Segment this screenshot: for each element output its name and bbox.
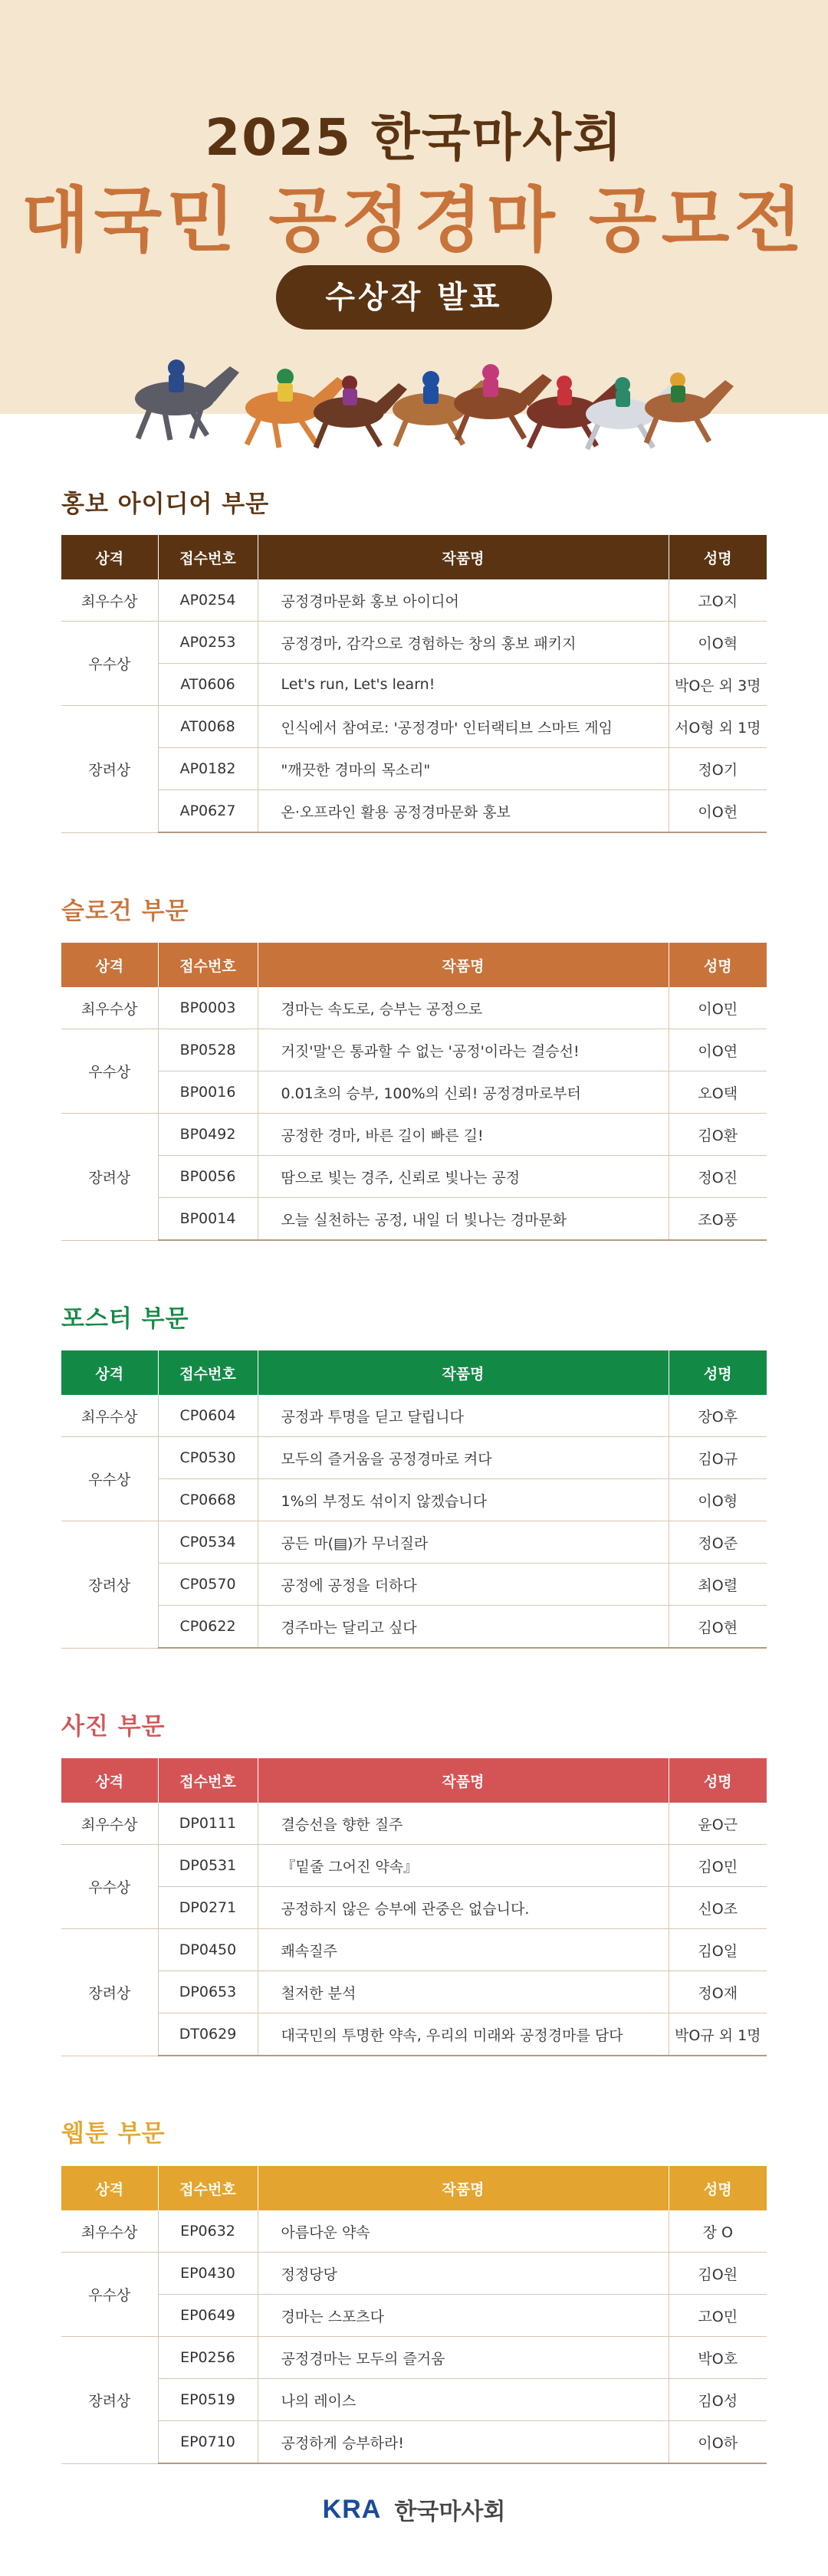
entry-number: EP0430 bbox=[158, 2253, 258, 2295]
entry-title: 공정경마는 모두의 즐거움 bbox=[258, 2337, 669, 2379]
table-row bbox=[61, 1606, 767, 1649]
table-row bbox=[61, 579, 767, 622]
col-rank-header: 상격 bbox=[95, 1773, 124, 1790]
entry-title: 『밑줄 그어진 약속』 bbox=[258, 1845, 669, 1887]
table-row bbox=[61, 622, 767, 664]
logo-mark-k: K bbox=[322, 2494, 343, 2524]
entry-title: 공정에 공정을 더하다 bbox=[258, 1564, 669, 1606]
table-header bbox=[61, 535, 767, 579]
awards-table-photo bbox=[61, 1758, 767, 2056]
entry-title: 공정하지 않은 승부에 관중은 없습니다. bbox=[258, 1887, 669, 1929]
announcement-badge: 수상작 발표 bbox=[276, 265, 552, 330]
entry-title: 정정당당 bbox=[258, 2253, 669, 2295]
logo-mark-ra: RA bbox=[342, 2494, 382, 2524]
table-row bbox=[61, 1156, 767, 1198]
col-title-header: 작품명 bbox=[258, 1350, 669, 1395]
awards-table-webtoon bbox=[61, 2166, 767, 2464]
entrant-name: 조O풍 bbox=[669, 1198, 767, 1241]
entry-title: 경주마는 달리고 싶다 bbox=[258, 1606, 669, 1649]
entrant-name: 박O규 외 1명 bbox=[669, 2013, 767, 2056]
entry-title: 오늘 실천하는 공정, 내일 더 빛나는 경마문화 bbox=[258, 1198, 669, 1241]
entry-title: 공정경마문화 홍보 아이디어 bbox=[258, 579, 669, 622]
section-title-photo: 사진 부문 bbox=[61, 1713, 166, 1741]
entry-title: 아름다운 약속 bbox=[258, 2210, 669, 2253]
col-rank-header: 상격 bbox=[95, 957, 124, 975]
entry-number: CP0570 bbox=[158, 1564, 258, 1606]
col-rank-header: 상격 bbox=[95, 2181, 124, 2198]
table-row bbox=[61, 1803, 767, 1845]
horse-race-illustration bbox=[0, 337, 828, 468]
table-row bbox=[61, 2337, 767, 2379]
table-header bbox=[61, 1758, 767, 1803]
entrant-name: 김O일 bbox=[669, 1929, 767, 1971]
awards-table-slogan bbox=[61, 943, 767, 1241]
col-title-header: 작품명 bbox=[258, 943, 669, 987]
awards-table-poster bbox=[61, 1350, 767, 1649]
table-row bbox=[61, 1071, 767, 1114]
entrant-name: 정O재 bbox=[669, 1971, 767, 2013]
rank-cell: 장려상 bbox=[61, 706, 158, 833]
entrant-name: 이O민 bbox=[669, 987, 767, 1029]
col-name-header: 성명 bbox=[669, 1350, 767, 1395]
rank-cell: 장려상 bbox=[61, 1521, 158, 1649]
rank-cell: 장려상 bbox=[61, 1114, 158, 1241]
table-row bbox=[61, 2253, 767, 2295]
rank-cell: 장려상 bbox=[61, 2337, 158, 2464]
col-number-header: 접수번호 bbox=[158, 1758, 258, 1803]
section-title-poster: 포스터 부문 bbox=[61, 1305, 189, 1333]
table-row bbox=[61, 1564, 767, 1606]
entry-number: AT0606 bbox=[158, 664, 258, 706]
entry-number: AP0182 bbox=[158, 748, 258, 790]
col-title-header: 작품명 bbox=[258, 2166, 669, 2210]
table-row bbox=[61, 1395, 767, 1437]
entrant-name: 정O진 bbox=[669, 1156, 767, 1198]
contest-title: 대국민 공정경마 공모전 bbox=[21, 179, 807, 261]
table-row bbox=[61, 790, 767, 833]
table-row bbox=[61, 2295, 767, 2337]
entrant-name: 이O하 bbox=[669, 2421, 767, 2464]
col-number-header: 접수번호 bbox=[158, 943, 258, 987]
table-header bbox=[61, 943, 767, 987]
entry-number: BP0014 bbox=[158, 1198, 258, 1241]
horse-icon bbox=[645, 372, 734, 443]
entry-number: DP0653 bbox=[158, 1971, 258, 2013]
rank-cell: 최우수상 bbox=[61, 2210, 158, 2253]
table-row bbox=[61, 1929, 767, 1971]
entrant-name: 최O렬 bbox=[669, 1564, 767, 1606]
entry-number: DT0629 bbox=[158, 2013, 258, 2056]
entrant-name: 신O조 bbox=[669, 1887, 767, 1929]
col-name-header: 성명 bbox=[669, 1758, 767, 1803]
entry-number: AT0068 bbox=[158, 706, 258, 748]
entry-title: Let's run, Let's learn! bbox=[258, 664, 669, 706]
rank-cell: 장려상 bbox=[61, 1929, 158, 2056]
entry-title: 0.01초의 승부, 100%의 신뢰! 공정경마로부터 bbox=[258, 1071, 669, 1114]
kra-logo-mark bbox=[323, 2495, 382, 2525]
table-row bbox=[61, 1479, 767, 1521]
col-rank-header: 상격 bbox=[95, 1365, 124, 1383]
table-header bbox=[61, 2166, 767, 2210]
entrant-name: 김O환 bbox=[669, 1114, 767, 1156]
table-header bbox=[61, 1350, 767, 1395]
col-title-header: 작품명 bbox=[258, 535, 669, 579]
col-number-header: 접수번호 bbox=[158, 1350, 258, 1395]
entry-number: BP0492 bbox=[158, 1114, 258, 1156]
entry-title: 공정하게 승부하라! bbox=[258, 2421, 669, 2464]
table-row bbox=[61, 1114, 767, 1156]
entrant-name: 정O준 bbox=[669, 1521, 767, 1564]
entry-number: EP0256 bbox=[158, 2337, 258, 2379]
entry-title: 철저한 분석 bbox=[258, 1971, 669, 2013]
entry-number: CP0530 bbox=[158, 1437, 258, 1479]
rank-cell: 최우수상 bbox=[61, 579, 158, 622]
entry-number: DP0111 bbox=[158, 1803, 258, 1845]
entry-number: EP0519 bbox=[158, 2379, 258, 2421]
entry-number: BP0056 bbox=[158, 1156, 258, 1198]
entry-number: AP0254 bbox=[158, 579, 258, 622]
entry-number: DP0271 bbox=[158, 1887, 258, 1929]
entry-title: 공정한 경마, 바른 길이 빠른 길! bbox=[258, 1114, 669, 1156]
section-title-webtoon: 웹툰 부문 bbox=[61, 2120, 166, 2148]
entry-number: AP0627 bbox=[158, 790, 258, 833]
entry-number: BP0003 bbox=[158, 987, 258, 1029]
entrant-name: 김O규 bbox=[669, 1437, 767, 1479]
entry-title: 결승선을 향한 질주 bbox=[258, 1803, 669, 1845]
entrant-name: 오O택 bbox=[669, 1071, 767, 1114]
col-name-header: 성명 bbox=[669, 943, 767, 987]
col-name-header: 성명 bbox=[669, 535, 767, 579]
entry-number: EP0632 bbox=[158, 2210, 258, 2253]
table-row bbox=[61, 1029, 767, 1071]
section-title-slogan: 슬로건 부문 bbox=[61, 897, 189, 925]
rank-cell: 최우수상 bbox=[61, 1395, 158, 1437]
table-row bbox=[61, 706, 767, 748]
table-row bbox=[61, 2013, 767, 2056]
table-row bbox=[61, 1845, 767, 1887]
kra-logo-text: 한국마사회 bbox=[394, 2499, 506, 2525]
entry-number: CP0668 bbox=[158, 1479, 258, 1521]
table-row bbox=[61, 1887, 767, 1929]
table-row bbox=[61, 1198, 767, 1241]
entry-title: 인식에서 참여로: '공정경마' 인터랙티브 스마트 게임 bbox=[258, 706, 669, 748]
entry-title: 공든 마(▤)가 무너질라 bbox=[258, 1521, 669, 1564]
rank-cell: 최우수상 bbox=[61, 1803, 158, 1845]
entrant-name: 이O헌 bbox=[669, 790, 767, 833]
entrant-name: 정O기 bbox=[669, 748, 767, 790]
table-row bbox=[61, 748, 767, 790]
awards-table-promotion bbox=[61, 535, 767, 833]
col-number-header: 접수번호 bbox=[158, 2166, 258, 2210]
entry-number: EP0710 bbox=[158, 2421, 258, 2464]
entrant-name: 고O지 bbox=[669, 579, 767, 622]
horse-icon bbox=[135, 359, 239, 440]
entry-title: 대국민의 투명한 약속, 우리의 미래와 공정경마를 담다 bbox=[258, 2013, 669, 2056]
entry-number: DP0450 bbox=[158, 1929, 258, 1971]
table-row bbox=[61, 987, 767, 1029]
entrant-name: 박O은 외 3명 bbox=[669, 664, 767, 706]
table-row bbox=[61, 2379, 767, 2421]
table-row bbox=[61, 2421, 767, 2464]
entrant-name: 김O민 bbox=[669, 1845, 767, 1887]
entrant-name: 장 O bbox=[669, 2210, 767, 2253]
entrant-name: 박O호 bbox=[669, 2337, 767, 2379]
entry-title: 쾌속질주 bbox=[258, 1929, 669, 1971]
rank-cell: 우수상 bbox=[61, 1029, 158, 1114]
entry-title: 거짓'말'은 통과할 수 없는 '공정'이라는 결승선! bbox=[258, 1029, 669, 1071]
entry-title: 공정경마, 감각으로 경험하는 창의 홍보 패키지 bbox=[258, 622, 669, 664]
entrant-name: 윤O근 bbox=[669, 1803, 767, 1845]
event-title: 2025 한국마사회 bbox=[205, 108, 623, 167]
entry-title: 공정과 투명을 딛고 달립니다 bbox=[258, 1395, 669, 1437]
table-row bbox=[61, 1437, 767, 1479]
col-title-header: 작품명 bbox=[258, 1758, 669, 1803]
table-row bbox=[61, 664, 767, 706]
entry-title: 경마는 속도로, 승부는 공정으로 bbox=[258, 987, 669, 1029]
entry-title: 나의 레이스 bbox=[258, 2379, 669, 2421]
entrant-name: 이O혁 bbox=[669, 622, 767, 664]
entry-title: 경마는 스포츠다 bbox=[258, 2295, 669, 2337]
entry-number: CP0622 bbox=[158, 1606, 258, 1649]
table-row bbox=[61, 1521, 767, 1564]
entrant-name: 이O형 bbox=[669, 1479, 767, 1521]
rank-cell: 최우수상 bbox=[61, 987, 158, 1029]
col-name-header: 성명 bbox=[669, 2166, 767, 2210]
entry-title: "깨끗한 경마의 목소리" bbox=[258, 748, 669, 790]
entrant-name: 고O민 bbox=[669, 2295, 767, 2337]
rank-cell: 우수상 bbox=[61, 622, 158, 706]
entry-number: DP0531 bbox=[158, 1845, 258, 1887]
entry-number: CP0604 bbox=[158, 1395, 258, 1437]
entry-title: 온·오프라인 활용 공정경마문화 홍보 bbox=[258, 790, 669, 833]
table-row bbox=[61, 1971, 767, 2013]
col-number-header: 접수번호 bbox=[158, 535, 258, 579]
rank-cell: 우수상 bbox=[61, 1437, 158, 1521]
entrant-name: 서O형 외 1명 bbox=[669, 706, 767, 748]
entrant-name: 이O연 bbox=[669, 1029, 767, 1071]
rank-cell: 우수상 bbox=[61, 1845, 158, 1929]
entry-number: BP0016 bbox=[158, 1071, 258, 1114]
entry-title: 땀으로 빛는 경주, 신뢰로 빛나는 공정 bbox=[258, 1156, 669, 1198]
section-title-promotion: 홍보 아이디어 부문 bbox=[61, 491, 270, 518]
entry-number: AP0253 bbox=[158, 622, 258, 664]
entrant-name: 김O성 bbox=[669, 2379, 767, 2421]
entrant-name: 김O원 bbox=[669, 2253, 767, 2295]
entry-number: CP0534 bbox=[158, 1521, 258, 1564]
rank-cell: 우수상 bbox=[61, 2253, 158, 2337]
col-rank-header: 상격 bbox=[95, 550, 124, 567]
entrant-name: 김O현 bbox=[669, 1606, 767, 1649]
entry-title: 1%의 부정도 섞이지 않겠습니다 bbox=[258, 1479, 669, 1521]
entrant-name: 장O후 bbox=[669, 1395, 767, 1437]
entry-title: 모두의 즐거움을 공정경마로 켜다 bbox=[258, 1437, 669, 1479]
kra-logo bbox=[0, 2492, 828, 2538]
entry-number: EP0649 bbox=[158, 2295, 258, 2337]
table-row bbox=[61, 2210, 767, 2253]
entry-number: BP0528 bbox=[158, 1029, 258, 1071]
